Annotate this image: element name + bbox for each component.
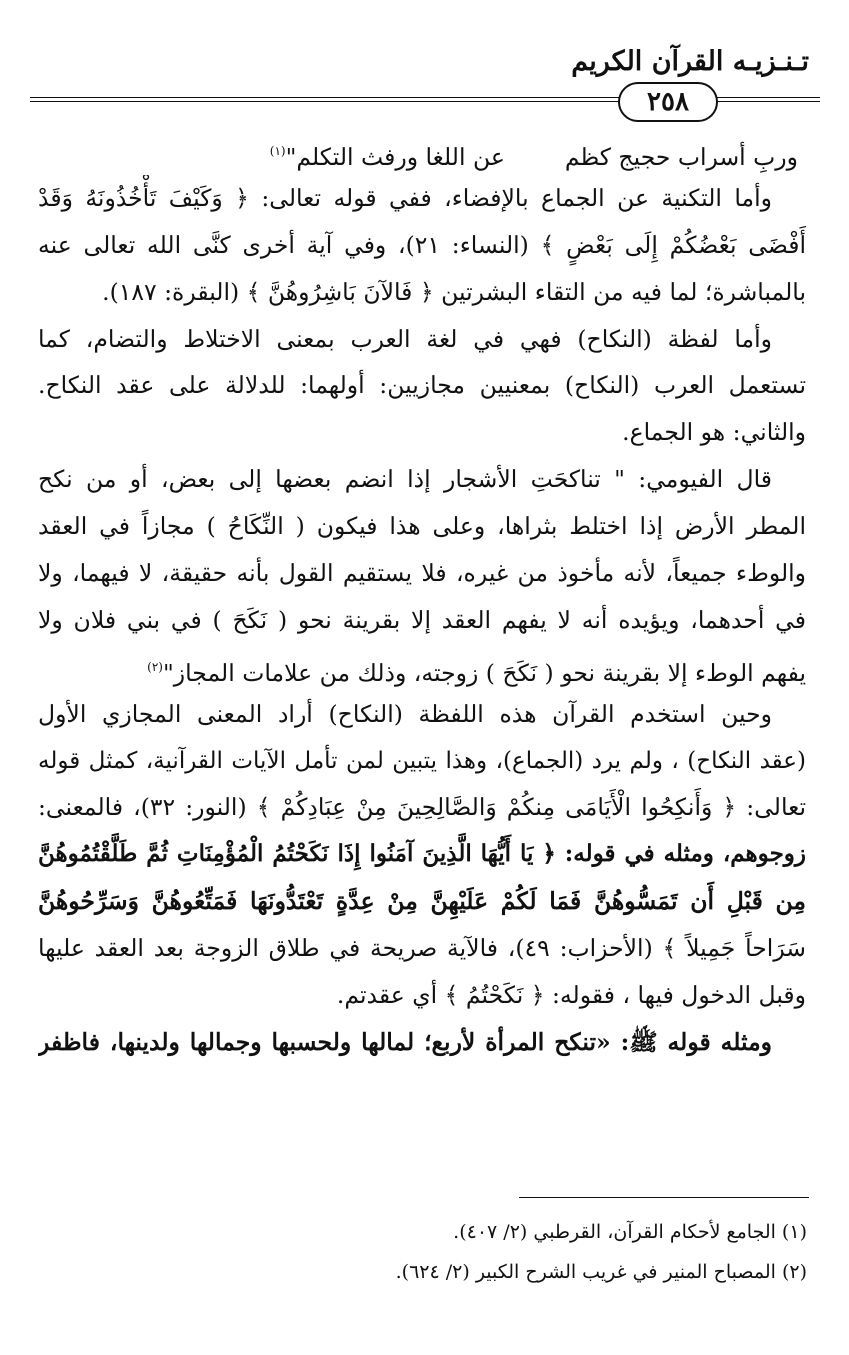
- text-line: [38, 644, 806, 691]
- main-text: [38, 128, 806, 1066]
- text-line: المطر الأرض إذا اختلط بثراها، وعلى هذا فيكون ( النِّكَاحُ ) مجازاً في العقد: [38, 512, 806, 541]
- poem-hemistich-1: وربِ أسراب حجيج كظم: [564, 143, 798, 171]
- text-line-content: يفهم الوطء إلا بقرينة نحو ( نَكَحَ ) زوجته، وذلك من علامات المجاز": [162, 658, 806, 687]
- text-line: والثاني: هو الجماع.: [622, 418, 806, 447]
- footnote: (٢) المصباح المنير في غريب الشرح الكبير (٢/ ٦٢٤).: [395, 1261, 807, 1283]
- poem-hemistich-2-text: عن اللغا ورفث التكلم": [285, 143, 505, 171]
- text-line: أَفْضَى بَعْضُكُمْ إِلَى بَعْضٍ ﴾ (النساء: ٢١)، وفي آية أخرى كنَّى الله تعالى عنه: [38, 230, 806, 259]
- text-line: وأما التكنية عن الجماع بالإفضاء، ففي قوله تعالى: ﴿ وَكَيْفَ تَأْخُذُونَهُ وَقَدْ: [38, 183, 772, 212]
- text-line: وأما لفظة (النكاح) فهي في لغة العرب بمعنى الاختلاط والتضام، كما: [38, 324, 772, 353]
- footnote: (١) الجامع لأحكام القرآن، القرطبي (٢/ ٤٠٧).: [453, 1221, 807, 1243]
- footnote-ref: (٢): [147, 659, 163, 674]
- text-line: مِن قَبْلِ أَن تَمَسُّوهُنَّ فَمَا لَكُمْ عَلَيْهِنَّ مِنْ عِدَّةٍ تَعْتَدُّونَهَا فَمَتِّعُوهُنَّ وَسَرِّحُوهُنَّ: [38, 887, 806, 916]
- running-header-title: تـنـزيـه القرآن الكريم: [571, 46, 809, 77]
- text-line: والوطء جميعاً، لأنه مأخوذ من غيره، فلا يستقيم القول بأنه حقيقة، لا فيهما، ولا: [38, 559, 806, 588]
- footnotes: [47, 1212, 807, 1292]
- footnote-ref: (١): [269, 144, 286, 158]
- text-line: ومثله قوله ﷺ: «تنكح المرأة لأربع؛ لمالها ولحسبها وجمالها ولدينها، فاظفر: [38, 1027, 772, 1056]
- footnote-separator: [519, 1197, 809, 1198]
- text-line: تستعمل العرب (النكاح) بمعنيين مجازيين: أولهما: للدلالة على عقد النكاح.: [38, 371, 806, 400]
- text-line: تعالى: ﴿ وَأَنكِحُوا الْأَيَامَى مِنكُمْ وَالصَّالِحِينَ مِنْ عِبَادِكُمْ ﴾ (النور: ٣٢)، فالمعنى:: [38, 793, 806, 822]
- header-rule: [30, 82, 820, 122]
- poem-hemistich-2: [270, 128, 505, 175]
- text-line: سَرَاحاً جَمِيلاً ﴾ (الأحزاب: ٤٩)، فالآية صريحة في طلاق الزوجة بعد العقد عليها: [38, 934, 806, 963]
- text-line: بالمباشرة؛ لما فيه من التقاء البشرتين ﴿ فَالآنَ بَاشِرُوهُنَّ ﴾ (البقرة: ١٨٧).: [102, 277, 806, 306]
- page-number-badge: ٢٥٨: [618, 82, 718, 122]
- text-line: زوجوهم، ومثله في قوله: ﴿ يَا أَيُّهَا الَّذِينَ آمَنُوا إِذَا نَكَحْتُمُ الْمُؤْمِنَاتِ ثُمَّ طَلَّقْتُمُوهُنَّ: [38, 840, 806, 868]
- text-line: في أحدهما، ويؤيده أنه لا يفهم العقد إلا بقرينة نحو ( نَكَحَ ) في بني فلان ولا: [38, 605, 806, 634]
- text-line: وقبل الدخول فيها ، فقوله: ﴿ نَكَحْتُمُ ﴾ أي عقدتم.: [336, 981, 806, 1010]
- text-line: وحين استخدم القرآن هذه اللفظة (النكاح) أراد المعنى المجازي الأول: [38, 699, 772, 728]
- text-line: (عقد النكاح) ، ولم يرد (الجماع)، وهذا يتبين لمن تأمل الآيات القرآنية، كمثل قوله: [38, 747, 806, 774]
- text-line: قال الفيومي: " تناكحَتِ الأشجار إذا انضم بعضها إلى بعض، أو من نكح: [38, 465, 772, 494]
- poem-verse: [38, 128, 806, 175]
